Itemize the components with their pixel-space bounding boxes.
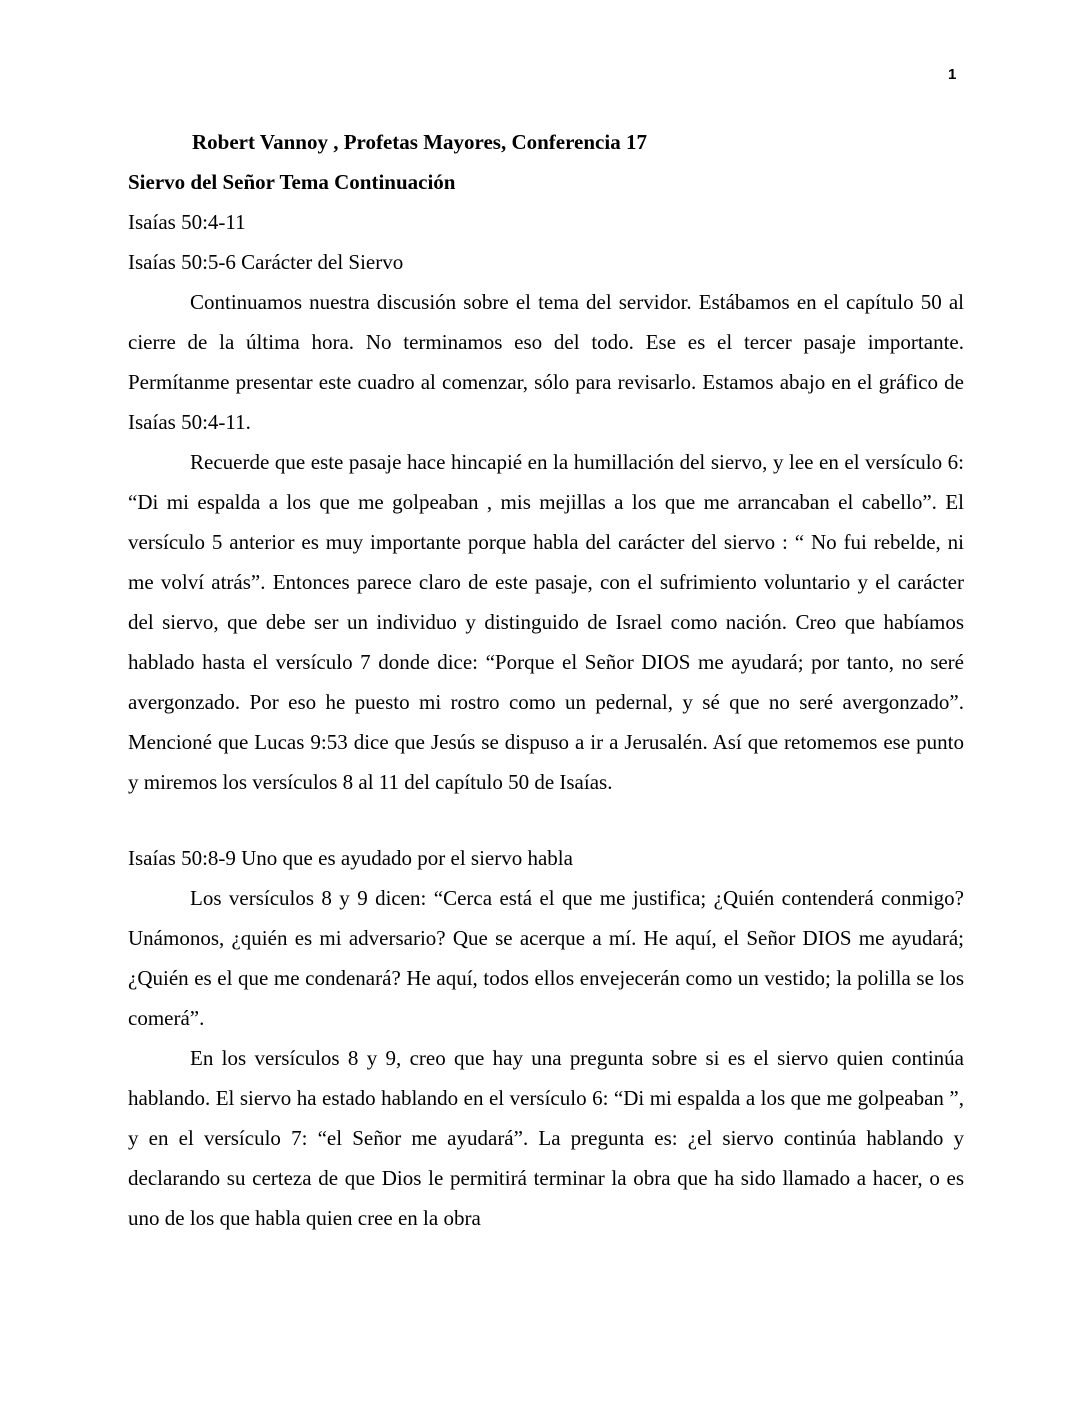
paragraph-1: Continuamos nuestra discusión sobre el tema del servidor. Estábamos en el capítulo 50 al cierre de la última hora. No terminamos eso del todo. Ese es el tercer pasaje importante. Permítanme presentar este cuadro al comenzar, sólo para revisarlo. Estamos abajo en el gráfico de Isaías 50:4-11.	[128, 290, 964, 434]
lecture-title: Robert Vannoy , Profetas Mayores, Conferencia 17	[192, 130, 647, 154]
paragraph-gap	[128, 802, 964, 838]
page-number: 1	[948, 66, 957, 83]
section-heading: Isaías 50:8-9 Uno que es ayudado por el siervo habla	[128, 846, 573, 870]
scripture-reference: Isaías 50:4-11	[128, 210, 246, 234]
paragraph-2: Recuerde que este pasaje hace hincapié en la humillación del siervo, y lee en el versículo 6: “Di mi espalda a los que me golpeaban , mis mejillas a los que me arrancaban el cabello”. El versículo 5 anterior es muy importante porque habla del carácter del siervo : “ No fui rebelde, ni me volví atrás”. Entonces parece claro de este pasaje, con el sufrimiento voluntario y el carácter del siervo, que debe ser un individuo y distinguido de Israel como nación. Creo que habíamos hablado hasta el versículo 7 donde dice: “Porque el Señor DIOS me ayudará; por tanto, no seré avergonzado. Por eso he puesto mi rostro como un pedernal, y sé que no seré avergonzado”. Mencioné que Lucas 9:53 dice que Jesús se dispuso a ir a Jerusalén. Así que retomemos ese punto y miremos los versículos 8 al 11 del capítulo 50 de Isaías.	[128, 450, 964, 794]
document-body	[128, 122, 964, 1238]
section-title-character: Isaías 50:5-6 Carácter del Siervo	[128, 250, 404, 274]
lecture-subtitle: Siervo del Señor Tema Continuación	[128, 170, 456, 194]
paragraph-4: En los versículos 8 y 9, creo que hay una pregunta sobre si es el siervo quien continúa hablando. El siervo ha estado hablando en el versículo 6: “Di mi espalda a los que me golpeaban ”, y en el versículo 7: “el Señor me ayudará”. La pregunta es: ¿el siervo continúa hablando y declarando su certeza de que Dios le permitirá terminar la obra que ha sido llamado a hacer, o es uno de los que habla quien cree en la obra	[128, 1046, 964, 1230]
paragraph-3: Los versículos 8 y 9 dicen: “Cerca está el que me justifica; ¿Quién contenderá conmigo? Unámonos, ¿quién es mi adversario? Que se acerque a mí. He aquí, el Señor DIOS me ayudará; ¿Quién es el que me condenará? He aquí, todos ellos envejecerán como un vestido; la polilla se los comerá”.	[128, 886, 964, 1030]
